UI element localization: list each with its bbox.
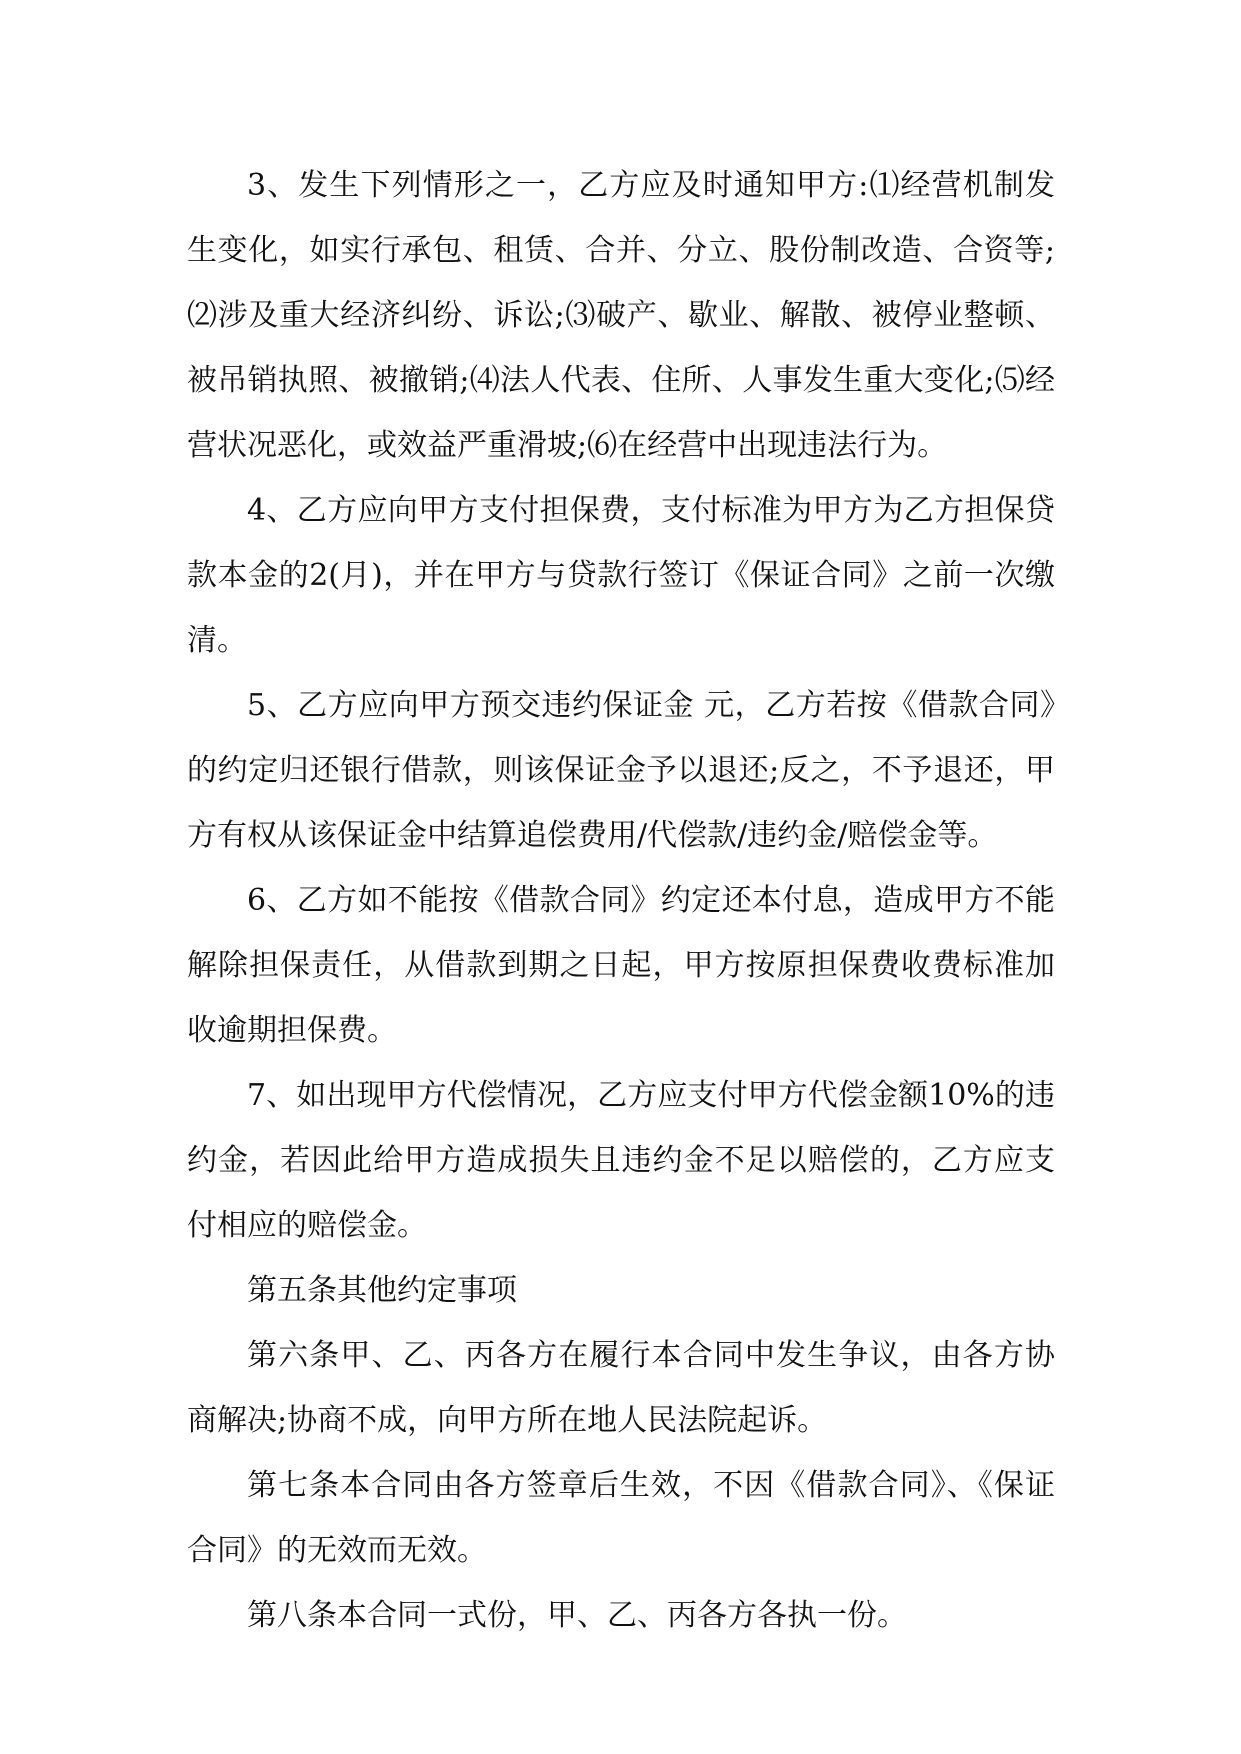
- clause-5-deposit: 5、乙方应向甲方预交违约保证金 元，乙方若按《借款合同》的约定归还银行借款，则该保证金予以退还;反之，不予退还，甲方有权从该保证金中结算追偿费用/代偿款/违约金/赔偿金等。: [187, 688, 1055, 853]
- article-5-heading: 第五条其他约定事项: [247, 1273, 517, 1308]
- clause-4-guarantee-fee: 4、乙方应向甲方支付担保费，支付标准为甲方为乙方担保贷款本金的2(月)，并在甲方与贷款行签订《保证合同》之前一次缴清。: [187, 493, 1055, 658]
- document-body: [187, 153, 1055, 1648]
- article-7-effectiveness: 第七条本合同由各方签章后生效，不因《借款合同》、《保证合同》的无效而无效。: [187, 1468, 1055, 1568]
- clause-3-notification: 3、发生下列情形之一，乙方应及时通知甲方:⑴经营机制发生变化，如实行承包、租赁、合并、分立、股份制改造、合资等;⑵涉及重大经济纠纷、诉讼;⑶破产、歇业、解散、被停业整顿、被吊销执照、被撤销;⑷法人代表、住所、人事发生重大变化;⑸经营状况恶化，或效益严重滑坡;⑹在经营中出现违法行为。: [187, 168, 1055, 463]
- clause-6-overdue-fee: 6、乙方如不能按《借款合同》约定还本付息，造成甲方不能解除担保责任，从借款到期之日起，甲方按原担保费收费标准加收逾期担保费。: [187, 883, 1055, 1048]
- article-6-dispute: 第六条甲、乙、丙各方在履行本合同中发生争议，由各方协商解决;协商不成，向甲方所在地人民法院起诉。: [187, 1338, 1055, 1438]
- article-8-copies: 第八条本合同一式份，甲、乙、丙各方各执一份。: [247, 1598, 907, 1633]
- clause-7-penalty: 7、如出现甲方代偿情况，乙方应支付甲方代偿金额10%的违约金，若因此给甲方造成损失且违约金不足以赔偿的，乙方应支付相应的赔偿金。: [187, 1078, 1055, 1243]
